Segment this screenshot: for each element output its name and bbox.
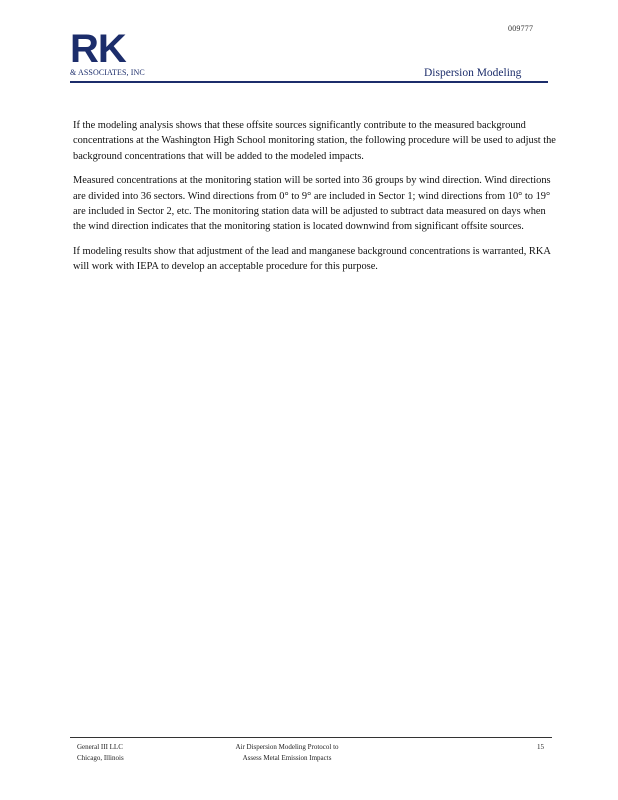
footer-divider — [70, 737, 552, 738]
footer-title-line: Air Dispersion Modeling Protocol to — [235, 743, 339, 751]
paragraph: Measured concentrations at the monitoring station will be sorted into 36 groups by wind direction. Wind directions are divided into 36 sectors. Wind directions from 0° to 9° are included in Sector 1; wind directions from 10° to 19° are included in Sector 2, etc. The monitoring station data will be adjusted to subtract data measured on days when the wind direction indicates that the monitoring station is located downwind from significant offsite sources. — [73, 175, 551, 233]
section-title: Dispersion Modeling — [424, 67, 522, 79]
paragraph: If modeling results show that adjustment of the lead and manganese background concentrations is warranted, RKA will work with IEPA to develop an acceptable procedure for this purpose. — [73, 245, 551, 273]
page-number: 15 — [537, 743, 544, 751]
footer-company — [77, 742, 124, 764]
company-logo — [70, 27, 150, 77]
paragraph: If the modeling analysis shows that these offsite sources significantly contribute to the measured background concentrations at the Washington High School monitoring station, the following procedure will be used to adjust the background concentrations that will be added to the modeled impacts. — [73, 120, 556, 162]
body-text — [73, 118, 557, 284]
header-divider — [70, 81, 548, 83]
footer-title-line: Assess Metal Emission Impacts — [242, 754, 332, 762]
footer-company-name: General III LLC — [77, 743, 123, 751]
document-number: 009777 — [508, 24, 534, 33]
footer-document-title — [222, 742, 352, 764]
logo-subtitle: & ASSOCIATES, INC — [70, 68, 145, 77]
footer-company-location: Chicago, Illinois — [77, 754, 124, 762]
logo-mark: RK — [70, 27, 126, 71]
